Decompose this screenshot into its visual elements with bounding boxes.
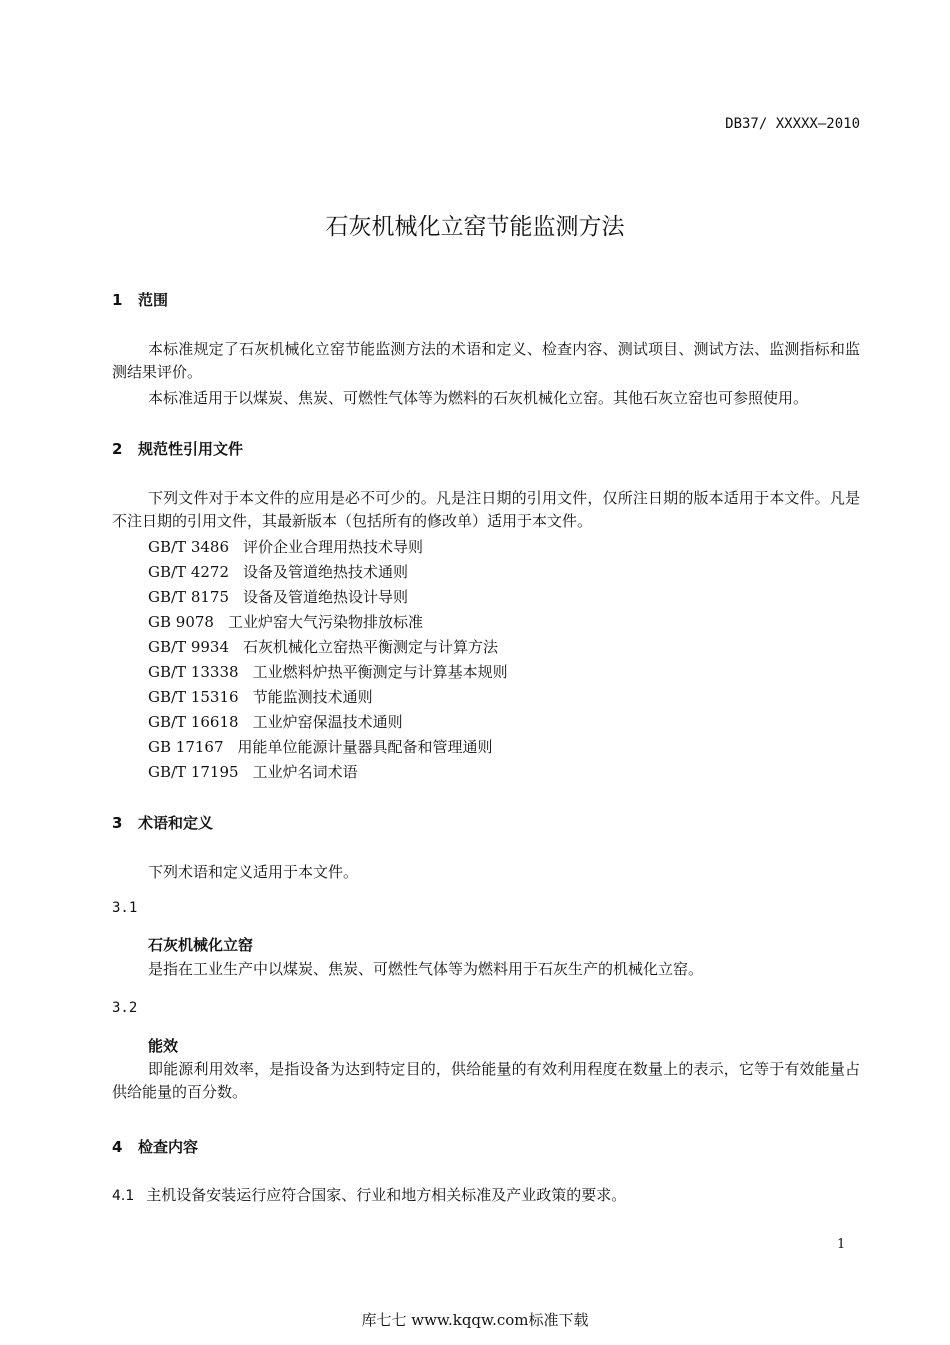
reference-code: GB 17167 — [148, 738, 224, 756]
clause-text: 主机设备安装运行应符合国家、行业和地方相关标准及产业政策的要求。 — [146, 1186, 627, 1204]
reference-name: 评价企业合理用热技术导则 — [243, 538, 424, 556]
reference-name: 设备及管道绝热技术通则 — [243, 563, 409, 581]
reference-code: GB/T 13338 — [148, 663, 239, 681]
reference-item — [148, 736, 493, 759]
clause-number: 4.1 — [112, 1188, 135, 1204]
reference-item — [148, 611, 423, 634]
reference-name: 设备及管道绝热设计导则 — [243, 588, 409, 606]
term-title: 石灰机械化立窑 — [148, 936, 254, 954]
section-number: 2 — [112, 440, 123, 458]
section-2-heading — [112, 438, 243, 459]
reference-code: GB/T 17195 — [148, 763, 239, 781]
section-title: 范围 — [138, 291, 169, 309]
reference-item — [148, 686, 373, 709]
section-2-paragraph-1: 下列文件对于本文件的应用是必不可少的。凡是注日期的引用文件，仅所注日期的版本适用于本文件。凡是不注日期的引用文件，其最新版本（包括所有的修改单）适用于本文件。 — [112, 489, 860, 530]
reference-code: GB/T 15316 — [148, 688, 239, 706]
section-title: 检查内容 — [138, 1138, 199, 1156]
document-title: 石灰机械化立窑节能监测方法 — [325, 214, 625, 240]
reference-code: GB 9078 — [148, 613, 214, 631]
section-number: 1 — [112, 291, 123, 309]
reference-name: 节能监测技术通则 — [252, 688, 373, 706]
reference-item — [148, 561, 408, 584]
section-1-heading — [112, 289, 168, 310]
reference-name: 工业炉名词术语 — [252, 763, 358, 781]
term-number: 3.2 — [112, 1000, 138, 1016]
section-number: 3 — [112, 814, 123, 832]
reference-name: 工业炉窑保温技术通则 — [252, 713, 403, 731]
reference-name: 工业炉窑大气污染物排放标准 — [227, 613, 423, 631]
reference-name: 工业燃料炉热平衡测定与计算基本规则 — [252, 663, 508, 681]
term-definition: 即能源利用效率，是指设备为达到特定目的，供给能量的有效利用程度在数量上的表示，它等于有效能量占供给能量的百分数。 — [112, 1060, 860, 1101]
term-number: 3.1 — [112, 900, 138, 916]
section-3-paragraph-1: 下列术语和定义适用于本文件。 — [148, 863, 359, 881]
footer-watermark: 库七七 www.kqqw.com标准下载 — [361, 1311, 589, 1329]
reference-code: GB/T 3486 — [148, 538, 230, 556]
reference-name: 石灰机械化立窑热平衡测定与计算方法 — [243, 638, 499, 656]
reference-item — [148, 586, 408, 609]
section-4-heading — [112, 1136, 198, 1157]
reference-name: 用能单位能源计量器具配备和管理通则 — [237, 738, 493, 756]
reference-code: GB/T 4272 — [148, 563, 230, 581]
reference-code: GB/T 16618 — [148, 713, 239, 731]
reference-item — [148, 661, 508, 684]
reference-item — [148, 536, 423, 559]
term-definition: 是指在工业生产中以煤炭、焦炭、可燃性气体等为燃料用于石灰生产的机械化立窑。 — [148, 960, 704, 978]
term-title: 能效 — [148, 1037, 179, 1055]
reference-item — [148, 636, 498, 659]
section-1-paragraph-1: 本标准规定了石灰机械化立窑节能监测方法的术语和定义、检查内容、测试项目、测试方法、监测指标和监测结果评价。 — [112, 340, 860, 381]
section-1-paragraph-2: 本标准适用于以煤炭、焦炭、可燃性气体等为燃料的石灰机械化立窑。其他石灰立窑也可参照使用。 — [148, 389, 809, 407]
reference-code: GB/T 8175 — [148, 588, 230, 606]
section-3-heading — [112, 812, 213, 833]
page-number: 1 — [837, 1237, 846, 1252]
section-number: 4 — [112, 1138, 123, 1156]
clause-4-1 — [112, 1184, 626, 1208]
section-title: 术语和定义 — [138, 814, 214, 832]
section-title: 规范性引用文件 — [138, 440, 244, 458]
document-code: DB37/ XXXXX—2010 — [725, 116, 860, 132]
reference-code: GB/T 9934 — [148, 638, 230, 656]
reference-item — [148, 761, 358, 784]
reference-item — [148, 711, 403, 734]
